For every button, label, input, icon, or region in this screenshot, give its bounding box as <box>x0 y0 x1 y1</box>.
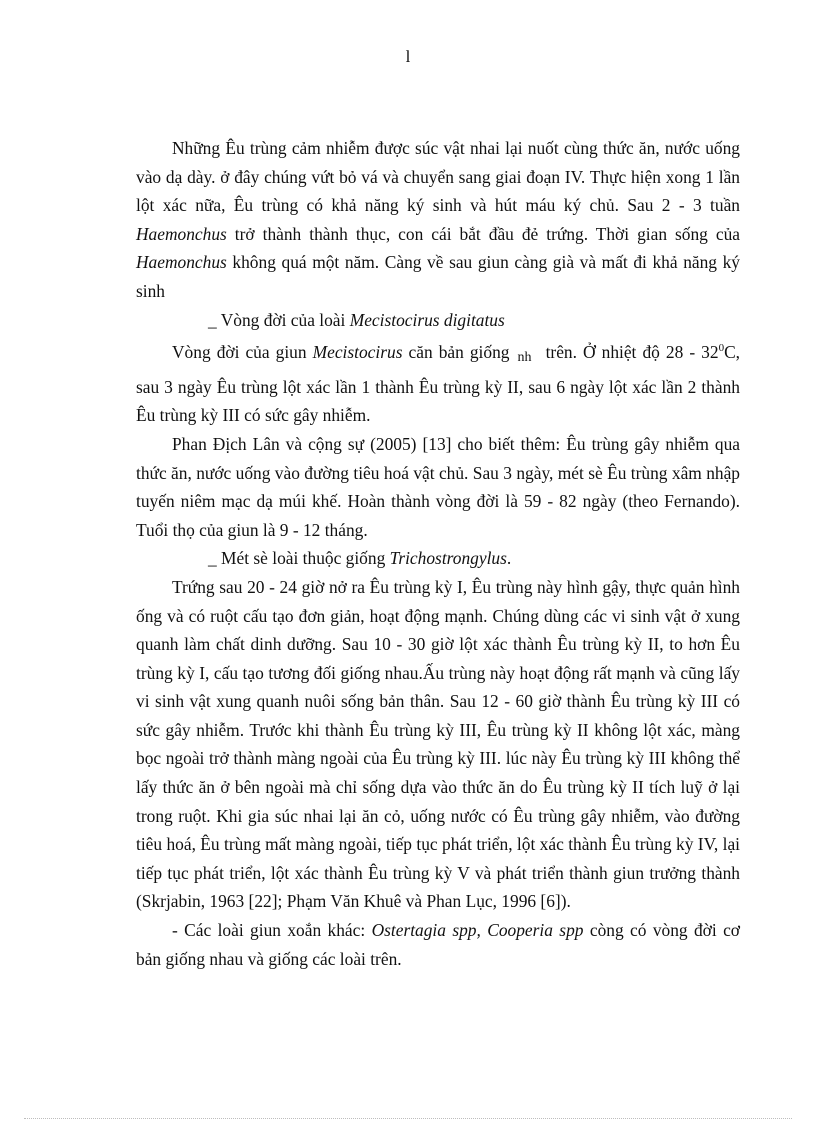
paragraph-mecistocirus-lifecycle: Vòng đời của giun Mecistocirus căn bản giống $_{nh}$ trên. Ở nhiệt độ $28 - 32^0C$, sau 3 ngày Êu trùng lột xác lần 1 thành Êu trùng kỳ II, sau 6 ngày lột xác lần 2 thành Êu trùng kỳ III có sức gây nhiễm. <box>136 342 741 426</box>
heading-mecistocirus: _ Vòng đời của loài Mecistocirus digitatus <box>136 306 740 335</box>
heading-trichostrongylus: _ Mét sè loài thuộc giống Trichostrongylus. <box>136 544 740 573</box>
bullet-dash: _ <box>208 548 217 569</box>
species-name: Ostertagia spp, Cooperia spp <box>371 920 584 941</box>
page-number: l <box>405 47 411 66</box>
paragraph-trichostrongylus-lifecycle: Trứng sau 20 - 24 giờ nở ra Êu trùng kỳ I, Êu trùng này hình gậy, thực quản hình ống và có ruột cấu tạo đơn giản, hoạt động mạnh. Chúng dùng các vi sinh vật ở xung quanh làm chất dinh dưỡng. Sau 10 - 30 giờ lột xác thành Êu trùng kỳ II, to hơn Êu trùng kỳ I, cấu tạo tương đối giống nhau.Ấu trùng này hoạt động rất mạnh và cũng lấy vi sinh vật xung quanh nuôi sống bản thân. Sau 12 - 60 giờ thành Êu trùng kỳ III có sức gây nhiễm. Trước khi thành Êu trùng kỳ III, Êu trùng kỳ II không lột xác, màng bọc ngoài trở thành màng ngoài của Êu trùng kỳ III. lúc này Êu trùng kỳ III không thể lấy thức ăn ở bên ngoài mà chỉ sống dựa vào thức ăn do Êu trùng kỳ II tích luỹ ở lại trong ruột. Khi gia súc nhai lại ăn cỏ, uống nước có Êu trùng gây nhiễm, vào đường tiêu hoá, Êu trùng mất màng ngoài, tiếp tục phát triển, lột xác thành Êu trùng kỳ IV, lại tiếp tục phát triển, lột xác thành Êu trùng kỳ V và phát triển thành giun trưởng thành (Skrjabin, 1963 [22]; Phạm Văn Khuê và Phan Lục, 1996 [6]). <box>136 576 740 912</box>
paragraph-phan-dich-lan: Phan Địch Lân và cộng sự (2005) [13] cho biết thêm: Êu trùng gây nhiễm qua thức ăn, nước uống vào đường tiêu hoá vật chủ. Sau 3 ngày, mét sè Êu trùng xâm nhập tuyến niêm mạc dạ múi khế. Hoàn thành vòng đời là 59 - 82 ngày (theo Fernando). Tuổi thọ của giun là 9 - 12 tháng. <box>136 433 740 540</box>
paragraph-other-species: - Các loài giun xoắn khác: Ostertagia spp, Cooperia spp còng có vòng đời cơ bản giống nhau và giống các loài trên. <box>136 920 740 969</box>
document-body <box>136 134 740 973</box>
species-name: Haemonchus <box>136 252 227 273</box>
bullet-dash: _ <box>208 309 217 330</box>
paragraph-infective-larvae: Những Êu trùng cảm nhiễm được súc vật nhai lại nuốt cùng thức ăn, nước uống vào dạ dày. ở đây chúng vứt bỏ vá và chuyển sang giai đoạn IV. Thực hiện xong 1 lần lột xác nữa, Êu trùng có khả năng ký sinh và hút máu ký chủ. Sau 2 - 3 tuần Haemonchus trở thành thành thục, con cái bắt đầu đẻ trứng. Thời gian sống của Haemonchus không quá một năm. Càng về sau giun càng già và mất đi khả năng ký sinh <box>136 138 740 301</box>
degree-superscript: 0 <box>718 342 725 355</box>
species-name: Haemonchus <box>136 223 227 244</box>
subscript-fragment: nh <box>517 350 532 366</box>
species-name: Mecistocirus digitatus <box>349 309 505 330</box>
species-name: Trichostrongylus <box>389 548 507 569</box>
species-name: Mecistocirus <box>312 342 403 363</box>
page-bottom-divider <box>24 1118 792 1119</box>
